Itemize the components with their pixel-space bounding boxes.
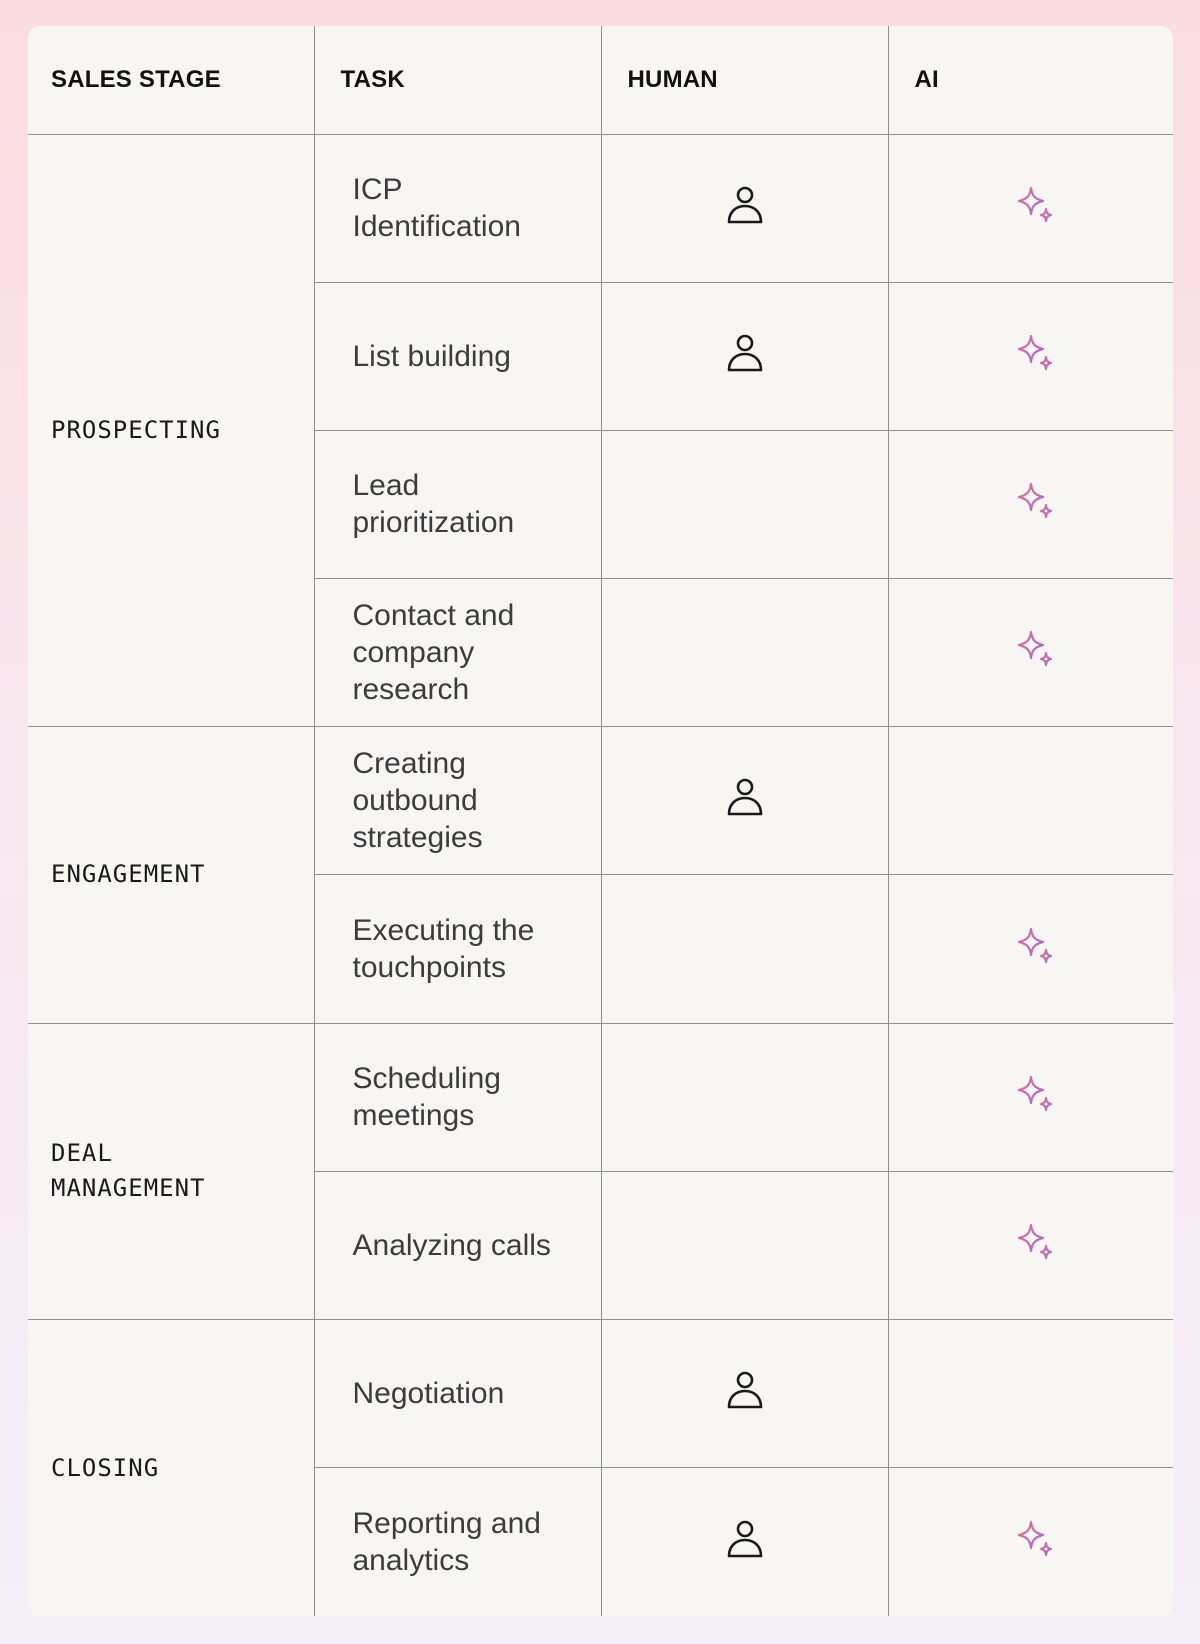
task-cell: Reporting and analytics <box>314 1468 601 1616</box>
sales-stage-table-card <box>28 26 1173 1616</box>
header-sales-stage: SALES STAGE <box>28 26 314 134</box>
sales-stage-label: PROSPECTING <box>51 415 221 444</box>
task-cell: Scheduling meetings <box>314 1023 601 1171</box>
human-cell <box>601 727 888 875</box>
sparkle-icon <box>1015 185 1055 232</box>
task-cell: ICP Identification <box>314 134 601 282</box>
sales-stage-label: ENGAGEMENT <box>51 860 206 889</box>
human-cell <box>601 282 888 430</box>
task-cell: Executing the touchpoints <box>314 875 601 1023</box>
table-body <box>28 134 1173 1616</box>
sales-stage-table <box>28 26 1173 1616</box>
sparkle-icon <box>1015 629 1055 676</box>
human-cell <box>601 1320 888 1468</box>
ai-cell <box>888 1320 1173 1468</box>
table-row <box>28 727 1173 875</box>
person-icon <box>725 185 765 232</box>
sales-stage-label: DEAL MANAGEMENT <box>51 1139 206 1203</box>
human-cell <box>601 430 888 578</box>
sales-stage-cell <box>28 727 314 1023</box>
header-row <box>28 26 1173 134</box>
table-row <box>28 134 1173 282</box>
sales-stage-label: CLOSING <box>51 1453 160 1482</box>
sparkle-icon <box>1015 333 1055 380</box>
sparkle-icon <box>1015 1074 1055 1121</box>
human-cell <box>601 1171 888 1319</box>
sparkle-icon <box>1015 1222 1055 1269</box>
task-cell: Contact and company research <box>314 579 601 727</box>
table-row <box>28 1023 1173 1171</box>
task-cell: Analyzing calls <box>314 1171 601 1319</box>
person-icon <box>725 1370 765 1417</box>
ai-cell <box>888 282 1173 430</box>
sparkle-icon <box>1015 926 1055 973</box>
person-icon <box>725 1519 765 1566</box>
human-cell <box>601 134 888 282</box>
ai-cell <box>888 134 1173 282</box>
ai-cell <box>888 1171 1173 1319</box>
ai-cell <box>888 1468 1173 1616</box>
sales-stage-cell <box>28 1023 314 1319</box>
human-cell <box>601 1468 888 1616</box>
ai-cell <box>888 579 1173 727</box>
header-task: TASK <box>314 26 601 134</box>
ai-cell <box>888 727 1173 875</box>
table-row <box>28 1320 1173 1468</box>
sparkle-icon <box>1015 481 1055 528</box>
task-cell: Creating outbound strategies <box>314 727 601 875</box>
ai-cell <box>888 1023 1173 1171</box>
sales-stage-cell <box>28 1320 314 1617</box>
human-cell <box>601 875 888 1023</box>
human-cell <box>601 579 888 727</box>
header-ai: AI <box>888 26 1173 134</box>
ai-cell <box>888 430 1173 578</box>
person-icon <box>725 777 765 824</box>
sales-stage-cell <box>28 134 314 727</box>
person-icon <box>725 333 765 380</box>
task-cell: Negotiation <box>314 1320 601 1468</box>
header-human: HUMAN <box>601 26 888 134</box>
ai-cell <box>888 875 1173 1023</box>
task-cell: List building <box>314 282 601 430</box>
task-cell: Lead prioritization <box>314 430 601 578</box>
human-cell <box>601 1023 888 1171</box>
sparkle-icon <box>1015 1519 1055 1566</box>
